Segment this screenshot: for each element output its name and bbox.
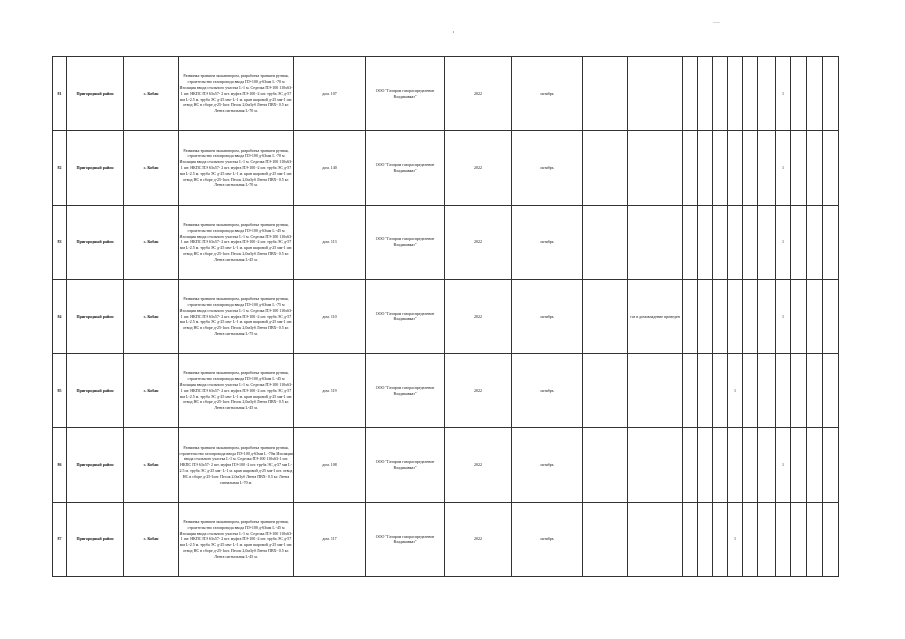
empty-cell [758,428,776,502]
row-number-cell: 86 [53,428,67,502]
house-number-cell: дом. 107 [294,57,366,131]
house-number-cell: дом. 140 [294,131,366,205]
village-cell: с. Кобан [124,428,179,502]
empty-cell [807,57,823,131]
empty-cell [583,428,628,502]
empty-cell [758,279,776,353]
empty-cell [743,354,758,428]
district-cell: Пригородный район [67,205,124,279]
work-description-cell: Разминка траншеи экскаватором, разработка траншеи ручная, строительство газопровода ввода ПЭ-100 д-63мм L -70 м Изоляция ввода стального участка L-1 м. Седелка ПЭ-100 110x63-1 шт. НКПС ПЭ 63x57- 2 шт. муфта ПЭ-100 -2 шт. труба ЭС д-57 мм L-2.5 м. труба ЭС д-25 мм- L-1 м. кран шаровой д-25 мм-1 шт. отвод НС в сборе д-25-1шт. Песок 2,0м3уб Лента ПВХ- 0.5 кг. Лента сигнальная L-70 м. [179,57,294,131]
mark-cell: 1 [776,205,791,279]
empty-cell [583,205,628,279]
row-number-cell: 87 [53,502,67,576]
empty-cell [583,131,628,205]
work-description-cell: Разминка траншеи экскаватором, разработка траншеи ручная, строительство газопровода ввода ПЭ-100 д-63мм L -70 м Изоляция ввода стального участка L-1 м. Седелка ПЭ-100 110x63-1 шт. НКПС ПЭ 63x57- 2 шт. муфта ПЭ-100 -2 шт. труба ЭС д-57 мм L-2.5 м. труба ЭС д-25 мм- L-1 м. кран шаровой д-25 мм-1 шт. отвод НС в сборе д-25-1шт. Песок 2,0м3уб Лента ПВХ- 0.5 кг. Лента сигнальная L-70 м. [179,131,294,205]
empty-cell [683,428,698,502]
month-cell: октябрь [512,131,583,205]
mark-cell: 1 [776,57,791,131]
empty-cell [807,354,823,428]
table-row [53,205,839,279]
mark-cell: 1 [776,279,791,353]
empty-cell [583,279,628,353]
note-cell: газ в домовладение проведен [628,279,683,353]
empty-cell [823,428,839,502]
empty-cell [807,131,823,205]
month-cell: октябрь [512,354,583,428]
empty-cell [791,57,807,131]
empty-cell [698,502,713,576]
organization-cell: ООО "Газпром газораспределение Владикавказ" [366,131,445,205]
year-cell: 2022 [445,428,512,502]
empty-cell [713,131,728,205]
empty-cell [728,428,743,502]
house-number-cell: дом. 108 [294,428,366,502]
house-number-cell: дом. 110 [294,279,366,353]
empty-cell [807,279,823,353]
month-cell: октябрь [512,428,583,502]
empty-cell [713,428,728,502]
empty-cell [698,205,713,279]
organization-cell: ООО "Газпром газораспределение Владикавказ" [366,57,445,131]
empty-cell [758,57,776,131]
gasification-table [52,56,839,577]
row-number-cell: 83 [53,205,67,279]
empty-cell [698,354,713,428]
empty-cell [583,57,628,131]
empty-cell [683,279,698,353]
month-cell: октябрь [512,57,583,131]
district-cell: Пригородный район [67,428,124,502]
empty-cell [823,131,839,205]
empty-cell [743,131,758,205]
empty-cell [743,279,758,353]
row-number-cell: 81 [53,57,67,131]
district-cell: Пригородный район [67,57,124,131]
organization-cell: ООО "Газпром газораспределение Владикавказ" [366,502,445,576]
empty-cell [728,57,743,131]
village-cell: с. Кобан [124,502,179,576]
note-cell [628,57,683,131]
table-row [53,354,839,428]
village-cell: с. Кобан [124,57,179,131]
top-dot: · [452,28,455,37]
empty-cell [758,131,776,205]
empty-cell [807,428,823,502]
work-description-cell: Разминка траншеи экскаватором, разработка траншеи ручная, строительство газопровода ввода ПЭ-100 д-63мм L -75 м Изоляция ввода стального участка L-1 м. Седелка ПЭ-100 110x63-1 шт. НКПС ПЭ 63x57- 2 шт. муфта ПЭ-100 -2 шт. труба ЭС д-57 мм L-2.5 м. труба ЭС д-25 мм- L-1 м. кран шаровой д-25 мм-1 шт. отвод НС в сборе д-25-1шт. Песок 2,0м3уб Лента ПВХ- 0.5 кг. Лента сигнальная L-75 м. [179,279,294,353]
village-cell: с. Кобан [124,205,179,279]
row-number-cell: 84 [53,279,67,353]
empty-cell [791,131,807,205]
year-cell: 2022 [445,57,512,131]
note-cell [628,131,683,205]
row-number-cell: 85 [53,354,67,428]
empty-cell [791,205,807,279]
empty-cell [823,205,839,279]
empty-cell [713,205,728,279]
empty-cell [683,57,698,131]
page-mark: — [713,18,720,26]
empty-cell [791,279,807,353]
month-cell: октябрь [512,205,583,279]
empty-cell [823,57,839,131]
empty-cell [698,428,713,502]
empty-cell [713,502,728,576]
house-number-cell: дом. 119 [294,354,366,428]
year-cell: 2022 [445,502,512,576]
work-description-cell: Разминка траншеи экскаватором, разработка траншеи ручная, строительство газопровода ввода ПЭ-100 д-63мм L -45 м Изоляция ввода стального участка L-1 м. Седелка ПЭ-100 110x63-1 шт. НКПС ПЭ 63x57- 2 шт. муфта ПЭ-100 -2 шт. труба ЭС д-57 мм L-2.5 м. труба ЭС д-25 мм- L-1 м. кран шаровой д-25 мм-1 шт. отвод НС в сборе д-25-1шт. Песок 2,0м3уб Лента ПВХ- 0.5 кг. Лента сигнальная L-45 м. [179,502,294,576]
empty-cell [698,131,713,205]
empty-cell [791,502,807,576]
empty-cell [728,205,743,279]
empty-cell [758,502,776,576]
district-cell: Пригородный район [67,354,124,428]
note-cell [628,502,683,576]
organization-cell: ООО "Газпром газораспределение Владикавказ" [366,279,445,353]
empty-cell [583,502,628,576]
table-row [53,57,839,131]
village-cell: с. Кобан [124,131,179,205]
empty-cell [823,502,839,576]
mark-cell: 1 [776,131,791,205]
note-cell [628,205,683,279]
work-description-cell: Разминка траншеи экскаватором, разработка траншеи ручная, строительство газопровода ввода ПЭ-100 д-63мм L -45 м Изоляция ввода стального участка L-1 м. Седелка ПЭ-100 110x63-1 шт. НКПС ПЭ 63x57- 2 шт. муфта ПЭ-100 -2 шт. труба ЭС д-57 мм L-2.5 м. труба ЭС д-25 мм- L-1 м. кран шаровой д-25 мм-1 шт. отвод НС в сборе д-25-1шт. Песок 2,0м3уб Лента ПВХ- 0.5 кг. Лента сигнальная L-45 м. [179,354,294,428]
district-cell: Пригородный район [67,502,124,576]
table-row [53,428,839,502]
empty-cell [683,205,698,279]
house-number-cell: дом. 117 [294,502,366,576]
mark-cell: 1 [728,502,743,576]
month-cell: октябрь [512,502,583,576]
empty-cell [823,354,839,428]
work-description-cell: Разминка траншеи экскаватором, разработка траншеи ручная, строительство газопровода ввода ПЭ-100 д-63мм L -45 м Изоляция ввода стального участка L-1 м. Седелка ПЭ-100 110x63-1 шт. НКПС ПЭ 63x57- 2 шт. муфта ПЭ-100 -2 шт. труба ЭС д-57 мм L-2.5 м. труба ЭС д-25 мм- L-1 м. кран шаровой д-25 мм-1 шт. отвод НС в сборе д-25-1шт. Песок 2,0м3уб Лента ПВХ- 0.5 кг. Лента сигнальная L-45 м. [179,205,294,279]
table-row [53,279,839,353]
empty-cell [823,279,839,353]
empty-cell [683,502,698,576]
work-description-cell: Разминка траншеи экскаватором, разработка траншеи ручная, строительство газопровода ввода ПЭ-100 д-63мм L -70м Изоляция ввода стального участка L-1 м. Седелка ПЭ-100 110x63-1 шт. НКПС ПЭ 63x57- 2 шт. муфта ПЭ-100 -2 шт. труба ЭС д-57 мм L-2.5 м. труба ЭС д-25 мм- L-1 м. кран шаровой д-25 мм-1 шт. отвод НС в сборе д-25-1шт. Песок 2,0м3уб Лента ПВХ- 0.5 кг. Лента сигнальная L-70 м. [179,428,294,502]
empty-cell [698,279,713,353]
year-cell: 2022 [445,354,512,428]
empty-cell [743,57,758,131]
empty-cell [728,131,743,205]
empty-cell [776,354,791,428]
organization-cell: ООО "Газпром газораспределение Владикавказ" [366,428,445,502]
year-cell: 2022 [445,205,512,279]
table-row [53,502,839,576]
empty-cell [791,354,807,428]
empty-cell [807,205,823,279]
empty-cell [683,131,698,205]
year-cell: 2022 [445,279,512,353]
empty-cell [698,57,713,131]
empty-cell [743,502,758,576]
village-cell: с. Кобан [124,279,179,353]
empty-cell [713,354,728,428]
year-cell: 2022 [445,131,512,205]
empty-cell [807,502,823,576]
note-cell [628,428,683,502]
mark-cell: 1 [728,354,743,428]
empty-cell [743,428,758,502]
district-cell: Пригородный район [67,131,124,205]
empty-cell [583,354,628,428]
note-cell [628,354,683,428]
empty-cell [758,205,776,279]
month-cell: октябрь [512,279,583,353]
mark-cell: 1 [776,428,791,502]
empty-cell [791,428,807,502]
table-row [53,131,839,205]
empty-cell [713,57,728,131]
empty-cell [713,279,728,353]
empty-cell [743,205,758,279]
organization-cell: ООО "Газпром газораспределение Владикавказ" [366,205,445,279]
district-cell: Пригородный район [67,279,124,353]
empty-cell [728,279,743,353]
organization-cell: ООО "Газпром газораспределение Владикавказ" [366,354,445,428]
row-number-cell: 82 [53,131,67,205]
empty-cell [758,354,776,428]
empty-cell [683,354,698,428]
village-cell: с. Кобан [124,354,179,428]
house-number-cell: дом. 113 [294,205,366,279]
empty-cell [776,502,791,576]
